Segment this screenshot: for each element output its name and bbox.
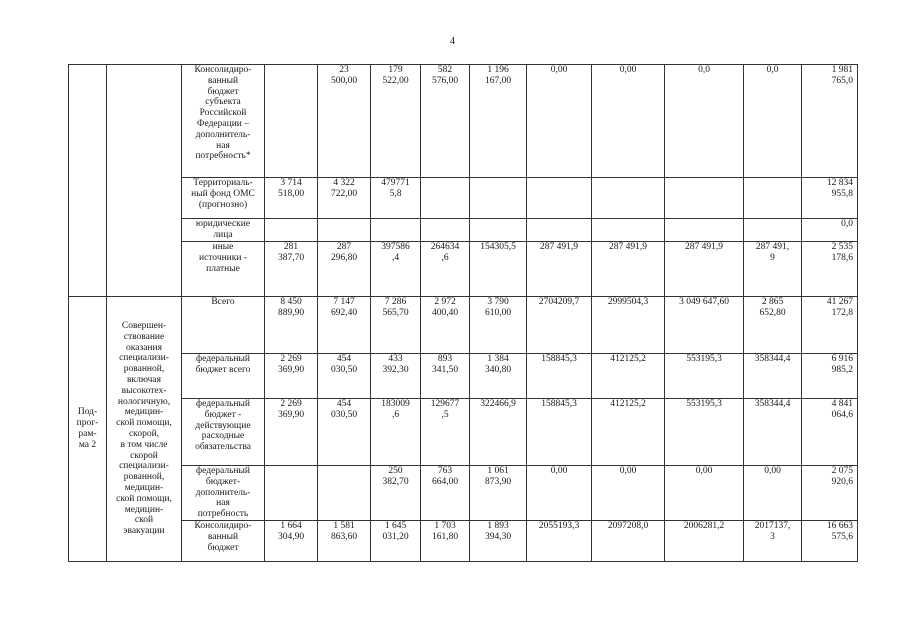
value-cell: 0,00: [744, 466, 802, 521]
value-cell: [592, 178, 665, 219]
source-cell: иные источники - платные: [182, 242, 265, 297]
source-cell: Консолидиро- ванный бюджет субъекта Российской Федерации – дополнитель- ная потребность*: [182, 65, 265, 178]
value-cell: 412125,2: [592, 354, 665, 399]
value-cell: 0,00: [665, 466, 744, 521]
value-cell: 287 491,9: [527, 242, 592, 297]
value-cell: [421, 219, 470, 242]
value-cell: [592, 219, 665, 242]
subprogram-cell-empty: [69, 65, 107, 297]
value-cell: 2097208,0: [592, 521, 665, 562]
value-cell: 287 491,9: [592, 242, 665, 297]
value-cell: 582 576,00: [421, 65, 470, 178]
value-cell: 358344,4: [744, 399, 802, 466]
value-cell: 454 030,50: [318, 354, 371, 399]
value-cell: 250 382,70: [371, 466, 421, 521]
source-cell: федеральный бюджет - действующие расходные обязательства: [182, 399, 265, 466]
value-cell: 1 384 340,80: [470, 354, 527, 399]
value-cell: 433 392,30: [371, 354, 421, 399]
source-cell: федеральный бюджет- дополнитель- ная потребность: [182, 466, 265, 521]
value-cell: 287 491,9: [665, 242, 744, 297]
value-cell: 2704209,7: [527, 297, 592, 354]
source-cell: Всего: [182, 297, 265, 354]
value-cell: 154305,5: [470, 242, 527, 297]
value-cell: 0,0: [665, 65, 744, 178]
value-cell: [744, 178, 802, 219]
value-cell: 1 196 167,00: [470, 65, 527, 178]
value-cell: 7 147 692,40: [318, 297, 371, 354]
value-cell: 2055193,3: [527, 521, 592, 562]
value-cell: 0,00: [527, 65, 592, 178]
value-cell: [421, 178, 470, 219]
value-cell: 2 535 178,6: [802, 242, 858, 297]
value-cell: 1 061 873,90: [470, 466, 527, 521]
value-cell: 6 916 985,2: [802, 354, 858, 399]
value-cell: 2 075 920,6: [802, 466, 858, 521]
value-cell: [744, 219, 802, 242]
value-cell: 287 296,80: [318, 242, 371, 297]
value-cell: 3 714 518,00: [265, 178, 318, 219]
value-cell: 1 664 304,90: [265, 521, 318, 562]
value-cell: [318, 219, 371, 242]
value-cell: 4 841 064,6: [802, 399, 858, 466]
value-cell: 2 865 652,80: [744, 297, 802, 354]
table-row: [69, 219, 858, 242]
value-cell: [318, 466, 371, 521]
value-cell: 12 834 955,8: [802, 178, 858, 219]
value-cell: [265, 219, 318, 242]
value-cell: 1 645 031,20: [371, 521, 421, 562]
value-cell: [665, 219, 744, 242]
value-cell: 1 893 394,30: [470, 521, 527, 562]
value-cell: [265, 466, 318, 521]
value-cell: 264634 ,6: [421, 242, 470, 297]
value-cell: 553195,3: [665, 399, 744, 466]
value-cell: 183009 ,6: [371, 399, 421, 466]
value-cell: 2006281,2: [665, 521, 744, 562]
value-cell: 16 663 575,6: [802, 521, 858, 562]
value-cell: [470, 178, 527, 219]
value-cell: 893 341,50: [421, 354, 470, 399]
value-cell: 2 269 369,90: [265, 354, 318, 399]
description-cell-empty: [107, 65, 182, 297]
value-cell: [470, 219, 527, 242]
source-cell: Консолидиро- ванный бюджет: [182, 521, 265, 562]
table-row: [69, 399, 858, 466]
value-cell: 358344,4: [744, 354, 802, 399]
value-cell: 41 267 172,8: [802, 297, 858, 354]
value-cell: [665, 178, 744, 219]
table-row: [69, 354, 858, 399]
value-cell: 4 322 722,00: [318, 178, 371, 219]
value-cell: 0,0: [802, 219, 858, 242]
value-cell: 412125,2: [592, 399, 665, 466]
table-row: [69, 178, 858, 219]
table-row: [69, 242, 858, 297]
value-cell: 3 049 647,60: [665, 297, 744, 354]
value-cell: 281 387,70: [265, 242, 318, 297]
value-cell: 2999504,3: [592, 297, 665, 354]
value-cell: [265, 65, 318, 178]
subprogram-cell: Под- прог- рам- ма 2: [69, 297, 107, 562]
value-cell: 322466,9: [470, 399, 527, 466]
value-cell: 158845,3: [527, 399, 592, 466]
value-cell: 0,00: [592, 466, 665, 521]
value-cell: [527, 178, 592, 219]
table-row: [69, 297, 858, 354]
value-cell: 129677 ,5: [421, 399, 470, 466]
value-cell: 2017137, 3: [744, 521, 802, 562]
source-cell: Территориаль- ный фонд ОМС (прогнозно): [182, 178, 265, 219]
value-cell: 8 450 889,90: [265, 297, 318, 354]
source-cell: федеральный бюджет всего: [182, 354, 265, 399]
value-cell: 1 703 161,80: [421, 521, 470, 562]
value-cell: 0,0: [744, 65, 802, 178]
value-cell: 479771 5,8: [371, 178, 421, 219]
page-number: 4: [450, 36, 455, 47]
value-cell: 454 030,50: [318, 399, 371, 466]
table-row: [69, 65, 858, 178]
source-cell: юридические лица: [182, 219, 265, 242]
value-cell: 7 286 565,70: [371, 297, 421, 354]
value-cell: [371, 219, 421, 242]
value-cell: 1 981 765,0: [802, 65, 858, 178]
description-cell: Совершен- ствование оказания специализи- рованной, включая высокотех- нологичную, медицин- ской помощи, скорой, в том числе скорой специализи- рованной, медицин- ской помощи, медицин- ской эвакуации: [107, 297, 182, 562]
table-row: [69, 521, 858, 562]
value-cell: 0,00: [592, 65, 665, 178]
value-cell: 2 972 400,40: [421, 297, 470, 354]
value-cell: 0,00: [527, 466, 592, 521]
value-cell: 158845,3: [527, 354, 592, 399]
value-cell: 287 491, 9: [744, 242, 802, 297]
value-cell: 3 790 610,00: [470, 297, 527, 354]
value-cell: 763 664,00: [421, 466, 470, 521]
table-row: [69, 466, 858, 521]
value-cell: 23 500,00: [318, 65, 371, 178]
block-1-rows: [69, 65, 858, 297]
value-cell: 2 269 369,90: [265, 399, 318, 466]
block-2-rows: [69, 297, 858, 562]
value-cell: 1 581 863,60: [318, 521, 371, 562]
value-cell: [527, 219, 592, 242]
budget-table: [68, 64, 858, 562]
value-cell: 179 522,00: [371, 65, 421, 178]
value-cell: 397586 ,4: [371, 242, 421, 297]
value-cell: 553195,3: [665, 354, 744, 399]
